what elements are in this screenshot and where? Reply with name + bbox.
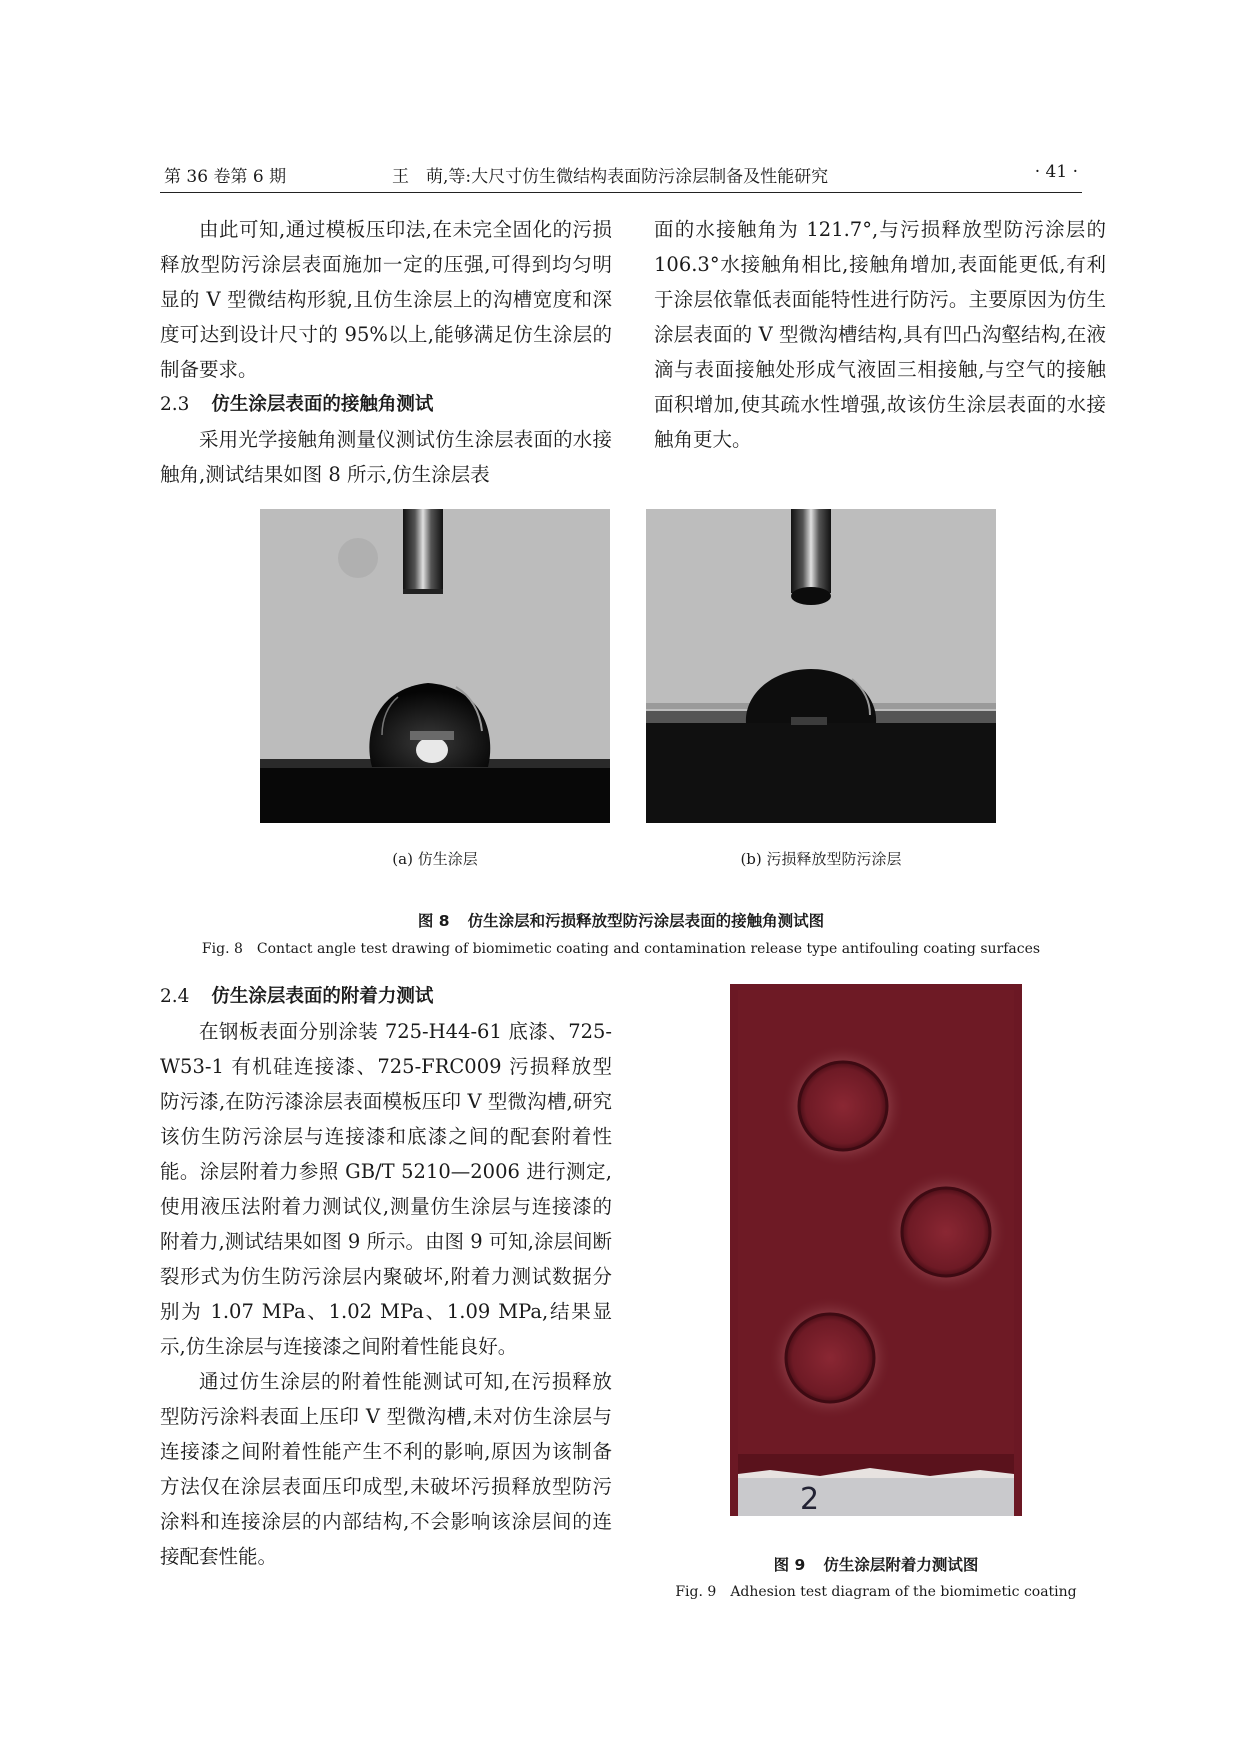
paragraph-adhesion-conclusion: 通过仿生涂层的附着性能测试可知,在污损释放型防污涂料表面上压印 V 型微沟槽,未对仿生涂层与连接漆之间附着性能产生不利的影响,原因为该制备方法仅在涂层表面压印成型,未破坏污损释放型防污涂料和连接涂层的内部结构,不会影响该涂层间的连接配套性能。 [160, 1370, 612, 1568]
fig8-caption-cn [160, 909, 1082, 931]
contact-angle-photo-biomimetic [260, 509, 610, 823]
paragraph-contact-angle-intro: 采用光学接触角测量仪测试仿生涂层表面的水接触角,测试结果如图 8 所示,仿生涂层表 [160, 428, 612, 486]
fig8-subcaption-a: (a) 仿生涂层 [392, 850, 478, 868]
paragraph-adhesion-method: 在钢板表面分别涂装 725-H44-61 底漆、725-W53-1 有机硅连接漆、725-FRC009 污损释放型防污漆,在防污漆涂层表面模板压印 V 型微沟槽,研究该仿生防污涂层与连接漆和底漆之间的配套附着性能。涂层附着力参照 GB/T 5210—2006 进行测定,使用液压法附着力测试仪,测量仿生涂层与连接漆的附着力,测试结果如图 9 所示。由图 9 可知,涂层间断裂形式为仿生防污涂层内聚破坏,附着力测试数据分别为 1.07 MPa、1.02 MPa、1.09 MPa,结果显示,仿生涂层与连接漆之间附着性能良好。 [160, 1020, 613, 1358]
panel-handwritten-mark: 2 [800, 1482, 820, 1516]
paragraph-contact-angle-result: 面的水接触角为 121.7°,与污损释放型防污涂层的 106.3°水接触角相比,接触角增加,表面能更低,有利于涂层依靠低表面能特性进行防污。主要原因为仿生涂层表面的 V 型微沟槽结构,具有凹凸沟壑结构,在液滴与表面接触处形成气液固三相接触,与空气的接触面积增加,使其疏水性增强,故该仿生涂层表面的水接触角更大。 [654, 218, 1106, 451]
figure-number: 图 8 [417, 912, 450, 930]
section-title: 仿生涂层表面的附着力测试 [211, 986, 434, 1007]
running-header [160, 162, 1082, 188]
fig8-subcaption-b: (b) 污损释放型防污涂层 [740, 850, 902, 868]
figure-number-en: Fig. 8 [201, 941, 243, 957]
left-column-bottom [160, 979, 612, 1574]
article-running-title: 王 萌,等:大尺寸仿生微结构表面防污涂层制备及性能研究 [392, 167, 829, 187]
figure-caption-text: 仿生涂层附着力测试图 [823, 1556, 979, 1574]
page-number: · 41 · [1034, 162, 1078, 182]
right-column-top [654, 212, 1106, 457]
adhesion-test-photo [730, 984, 1022, 1516]
fig9-caption-en [640, 1584, 1112, 1600]
section-heading-2-4 [160, 979, 612, 1014]
fig9-caption-cn [730, 1553, 1022, 1575]
figure-number: 图 9 [773, 1556, 806, 1574]
contact-angle-photo-fouling-release [646, 509, 996, 823]
figure-caption-text-en: Contact angle test drawing of biomimetic coating and contamination release type antifouling coating surfaces [256, 941, 1041, 957]
figure-number-en: Fig. 9 [675, 1584, 717, 1600]
left-column-top [160, 212, 612, 492]
section-number: 2.4 [160, 986, 190, 1007]
section-number: 2.3 [160, 394, 190, 415]
figure-caption-text-en: Adhesion test diagram of the biomimetic coating [730, 1584, 1077, 1600]
header-rule [160, 192, 1082, 193]
section-title: 仿生涂层表面的接触角测试 [211, 394, 434, 415]
fig8-caption-en [160, 941, 1082, 957]
section-heading-2-3 [160, 387, 612, 422]
journal-volume-issue: 第 36 卷第 6 期 [164, 167, 287, 187]
paragraph-conclusion: 由此可知,通过模板压印法,在未完全固化的污损释放型防污涂层表面施加一定的压强,可得到均匀明显的 V 型微结构形貌,且仿生涂层上的沟槽宽度和深度可达到设计尺寸的 95%以上,能够满足仿生涂层的制备要求。 [160, 218, 612, 381]
figure-caption-text: 仿生涂层和污损释放型防污涂层表面的接触角测试图 [467, 912, 825, 930]
